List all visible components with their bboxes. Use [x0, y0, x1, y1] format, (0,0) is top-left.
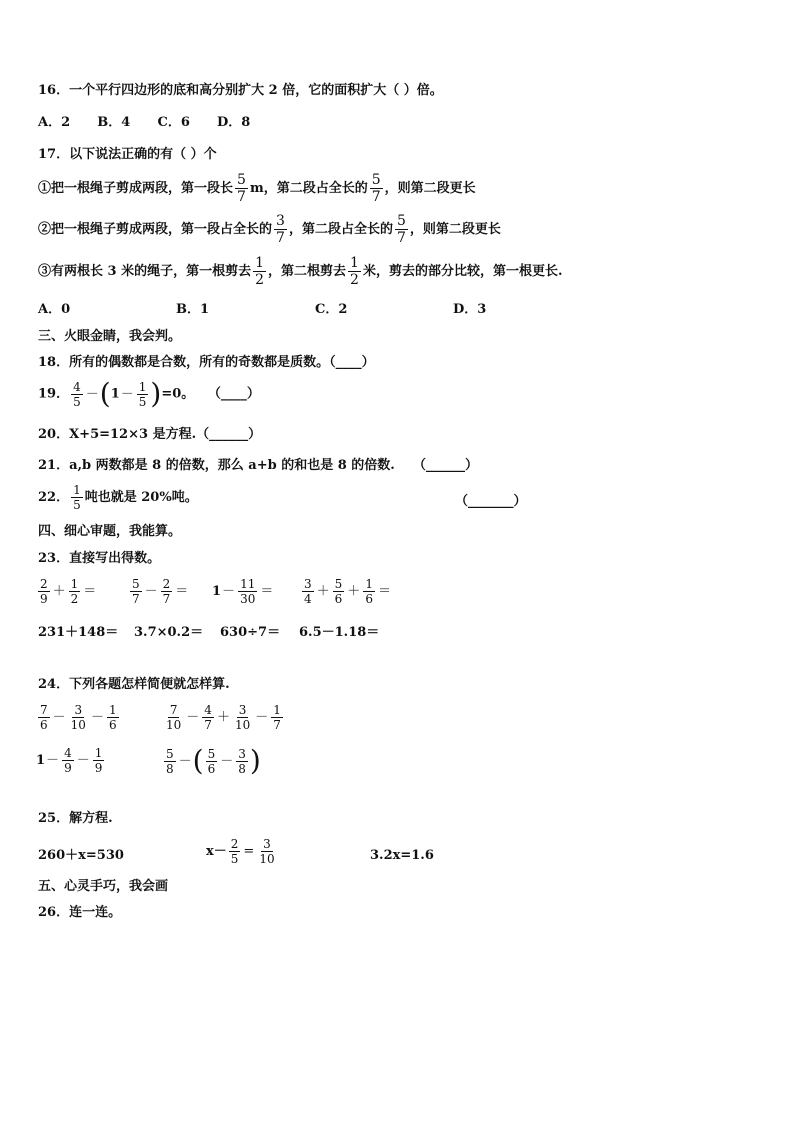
- q21-text: 21．a,b 两数都是 8 的倍数，那么 a+b 的和也是 8 的倍数.: [38, 458, 395, 473]
- q25-equation-3: 3.2x=1.6: [370, 848, 434, 863]
- q20-text: 20．X+5=12×3 是方程.（______）: [38, 427, 262, 442]
- fraction: $\frac{5}{7}$: [237, 172, 246, 205]
- fraction: $\frac{1}{5}$: [138, 379, 147, 409]
- q17-text: 17．以下说法正确的有（ ）个: [38, 147, 217, 162]
- q23-expression-4: $\frac{3}{4}$ ＋ $\frac{5}{6}$ ＋ $\frac{1}{6}$ ＝: [304, 577, 391, 606]
- fraction: $\frac{3}{7}$: [276, 213, 285, 246]
- q22-blank: （_______）: [455, 494, 527, 509]
- q17-option-b: B．1: [176, 302, 210, 317]
- section-3-heading: 三、火眼金睛，我会判。: [38, 329, 182, 344]
- fraction: $\frac{1}{2}$: [255, 255, 265, 288]
- q24-text: 24．下列各题怎样简便就怎样算.: [38, 677, 230, 692]
- section-4-heading: 四、细心审题，我能算。: [38, 524, 182, 539]
- q24-expression-2: $\frac{7}{10}$ － $\frac{4}{7}$ ＋ $\frac{3}{10}$ － $\frac{1}{7}$: [166, 703, 281, 732]
- fraction: $\frac{5}{7}$: [396, 213, 406, 246]
- fraction: $\frac{1}{5}$: [73, 483, 81, 512]
- q23-expression-1: $\frac{2}{9}$ ＋ $\frac{1}{2}$ ＝: [40, 577, 97, 606]
- q19-expression: 19． $\frac{4}{5}$ －(1－ $\frac{1}{5}$ )=0。 （____）: [38, 377, 260, 410]
- q25-equation-2: x－ $\frac{2}{5}$ = $\frac{3}{10}$: [206, 837, 275, 866]
- q23-text: 23．直接写出得数。: [38, 551, 161, 566]
- q23-row2-expression-4: 6.5－1.18＝: [299, 625, 380, 640]
- fraction: $\frac{5}{7}$: [371, 172, 381, 205]
- q22-text: 22． $\frac{1}{5}$ 吨也就是 20%吨。: [38, 483, 198, 512]
- q17-option-a: A．0: [38, 302, 71, 317]
- q25-text: 25．解方程.: [38, 811, 113, 826]
- q21-blank: （______）: [413, 458, 479, 473]
- q18-text: 18．所有的偶数都是合数，所有的奇数都是质数。（____）: [38, 355, 375, 370]
- q26-text: 26．连一连。: [38, 905, 122, 920]
- q17-statement-2: ②把一根绳子剪成两段，第一段占全长的 $\frac{3}{7}$ ，第二段占全长的 $\frac{5}{7}$ ，则第二段更长: [38, 213, 501, 246]
- q23-row2-expression-1: 231＋148＝: [38, 625, 119, 640]
- q24-expression-3: 1－ $\frac{4}{9}$ － $\frac{1}{9}$: [36, 746, 103, 775]
- fraction: $\frac{4}{5}$: [73, 379, 81, 409]
- q17-option-d: D．3: [453, 302, 487, 317]
- q24-expression-4: $\frac{5}{8}$ －( $\frac{5}{6}$ － $\frac{3}{8}$ ): [166, 744, 261, 777]
- q16-text: 16．一个平行四边形的底和高分别扩大 2 倍，它的面积扩大（ ）倍。: [38, 83, 443, 98]
- q23-expression-3: 1－ $\frac{11}{30}$ ＝: [212, 577, 274, 606]
- q17-option-c: C．2: [315, 302, 348, 317]
- q25-equation-1: 260＋x=530: [38, 848, 124, 863]
- q23-row2-expression-3: 630÷7＝: [220, 625, 281, 640]
- q23-row2-expression-2: 3.7×0.2＝: [134, 625, 204, 640]
- q17-statement-3: ③有两根长 3 米的绳子，第一根剪去 $\frac{1}{2}$ ，第二根剪去 $\frac{1}{2}$ 米，剪去的部分比较，第一根更长.: [38, 255, 563, 288]
- fraction: $\frac{1}{2}$: [350, 255, 359, 288]
- q17-statement-1: ①把一根绳子剪成两段，第一段长 $\frac{5}{7}$ m，第二段占全长的 $\frac{5}{7}$ ，则第二段更长: [38, 172, 476, 205]
- q24-expression-1: $\frac{7}{6}$ － $\frac{3}{10}$ － $\frac{1}{6}$: [40, 703, 117, 732]
- q16-options: A．2 B．4 C．6 D．8: [38, 115, 251, 130]
- section-5-heading: 五、心灵手巧，我会画: [38, 879, 169, 894]
- q23-expression-2: $\frac{5}{7}$ － $\frac{2}{7}$ ＝: [132, 577, 189, 606]
